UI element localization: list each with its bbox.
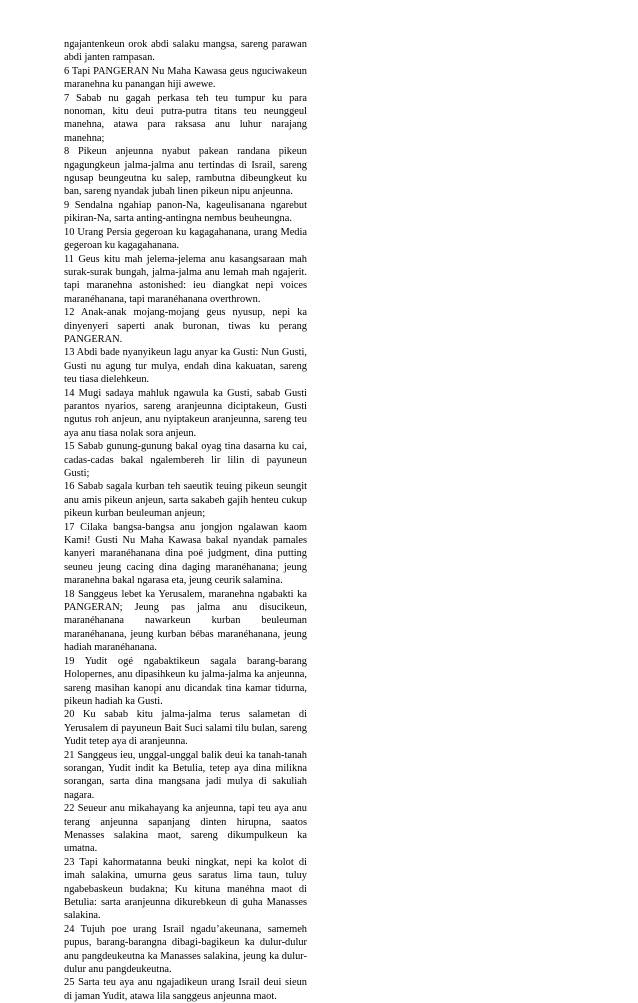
verse-10: 10 Urang Persia gegeroan ku kagagahanana, urang Media gegeroan ku kagagahanana. xyxy=(64,226,307,252)
verse-5-continuation: ngajantenkeun orok abdi salaku mangsa, sareng parawan abdi janten rampasan. xyxy=(64,39,307,64)
verse-17: 17 Cilaka bangsa-bangsa anu jongjon ngalawan kaom Kami! Gusti Nu Maha Kawasa bakal nyandak pamales kanyeri maranéhanana dina poé judgment, dina putting seuneu jeung cacing dina daging maranéhanana; jeung maranehna bakal ngarasa eta, jeung ceurik salamina. xyxy=(64,521,307,587)
verse-23: 23 Tapi kahormatanna beuki ningkat, nepi ka kolot di imah salakina, umurna geus saratus lima taun, tuluy ngabebaskeun budakna; Ku kituna manéhna maot di Betulia: sarta aranjeunna dikurebkeun di guha Manasses salakina. xyxy=(64,856,307,922)
verse-25: 25 Sarta teu aya anu ngajadikeun urang Israil deui sieun di jaman Yudit, atawa lila sanggeus anjeunna maot. xyxy=(64,977,307,1002)
verse-16: 16 Sabab sagala kurban teh saeutik teuing pikeun seungit anu amis pikeun anjeun, sarta sakabeh gajih henteu cukup pikeun kurban beuleuman anjeun; xyxy=(64,481,307,520)
verse-6: 6 Tapi PANGERAN Nu Maha Kawasa geus nguciwakeun maranehna ku panangan hiji awewe. xyxy=(64,65,307,91)
verse-7: 7 Sabab nu gagah perkasa teh teu tumpur ku para nonoman, kitu deui putra-putra titans teu neunggeul manehna, atawa para raksasa anu luhur narajang manehna; xyxy=(64,92,307,144)
verse-12: 12 Anak-anak mojang-mojang geus nyusup, nepi ka dinyenyeri saperti anak buronan, tiwas ku perang PANGERAN. xyxy=(64,307,307,345)
document-page xyxy=(64,38,307,1003)
verse-13: 13 Abdi bade nyanyikeun lagu anyar ka Gusti: Nun Gusti, Gusti nu agung tur mulya, endah dina kakuatan, sareng teu tiasa dielehkeun. xyxy=(64,347,307,386)
verse-8: 8 Pikeun anjeunna nyabut pakean randana pikeun ngagungkeun jalma-jalma anu tertindas di Israil, sareng ngusap beungeutna ku salep, rambutna dibeungkeut ku ban, sareng nyandak jubah linen pikeun nipu anjeunna. xyxy=(64,146,307,198)
verse-15: 15 Sabab gunung-gunung bakal oyag tina dasarna ku cai, cadas-cadas bakal ngalembereh lir lilin di payuneun Gusti; xyxy=(64,441,307,479)
verse-20: 20 Ku sabab kitu jalma-jalma terus salametan di Yerusalem di payuneun Bait Suci salami tilu bulan, sareng Yudit tetep aya di aranjeunna. xyxy=(64,709,307,748)
verse-21: 21 Sanggeus ieu, unggal-unggal balik deui ka tanah-tanah sorangan, Yudit indit ka Betulia, tetep aya dina milikna sorangan, sarta dina mangsana jadi mulya di sakuliah nagara. xyxy=(64,749,307,801)
verse-24: 24 Tujuh poe urang Israil ngadu’akeunana, samemeh pupus, barang-barangna dibagi-bagikeun ka dulur-dulur anu pangdeukeutna ka Manasses salakina, jeung ka dulur-dulur anu pangdeukeutna. xyxy=(64,923,307,976)
verse-14: 14 Mugi sadaya mahluk ngawula ka Gusti, sabab Gusti parantos nyarios, sareng aranjeunna diciptakeun, Gusti ngutus roh anjeun, anu nyiptakeun aranjeunna, sareng teu aya anu tiasa nolak sora anjeun. xyxy=(64,387,307,439)
verse-9: 9 Sendalna ngahiap panon-Na, kageulisanana ngarebut pikiran-Na, sarta anting-antingna nembus beuheungna. xyxy=(64,199,307,225)
verse-18: 18 Sanggeus lebet ka Yerusalem, maranehna ngabakti ka PANGERAN; Jeung pas jalma anu disucikeun, maranéhanana nawarkeun kurban beuleuman maranéhanana, jeung kurban bébas maranéhanana, jeung hadiah maranéhanana. xyxy=(64,588,307,654)
verse-11: 11 Geus kitu mah jelema-jelema anu kasangsaraan mah surak-surak bungah, jalma-jalma anu lemah mah ngajerit. tapi maranehna astonished: ieu diangkat nepi voices maranéhanana, tapi maranéhanana overthrown. xyxy=(64,253,307,305)
verse-22: 22 Seueur anu mikahayang ka anjeunna, tapi teu aya anu terang anjeunna sapanjang dinten hirupna, saatos Menasses salakina maot, sareng dikumpulkeun ka umatna. xyxy=(64,803,307,855)
verse-19: 19 Yudit ogé ngabaktikeun sagala barang-barang Holopernes, anu dipasihkeun ku jalma-jalma ka anjeunna, sareng masihan kanopi anu dicandak tina kamar tidurna, pikeun hadiah ka Gusti. xyxy=(64,655,307,707)
